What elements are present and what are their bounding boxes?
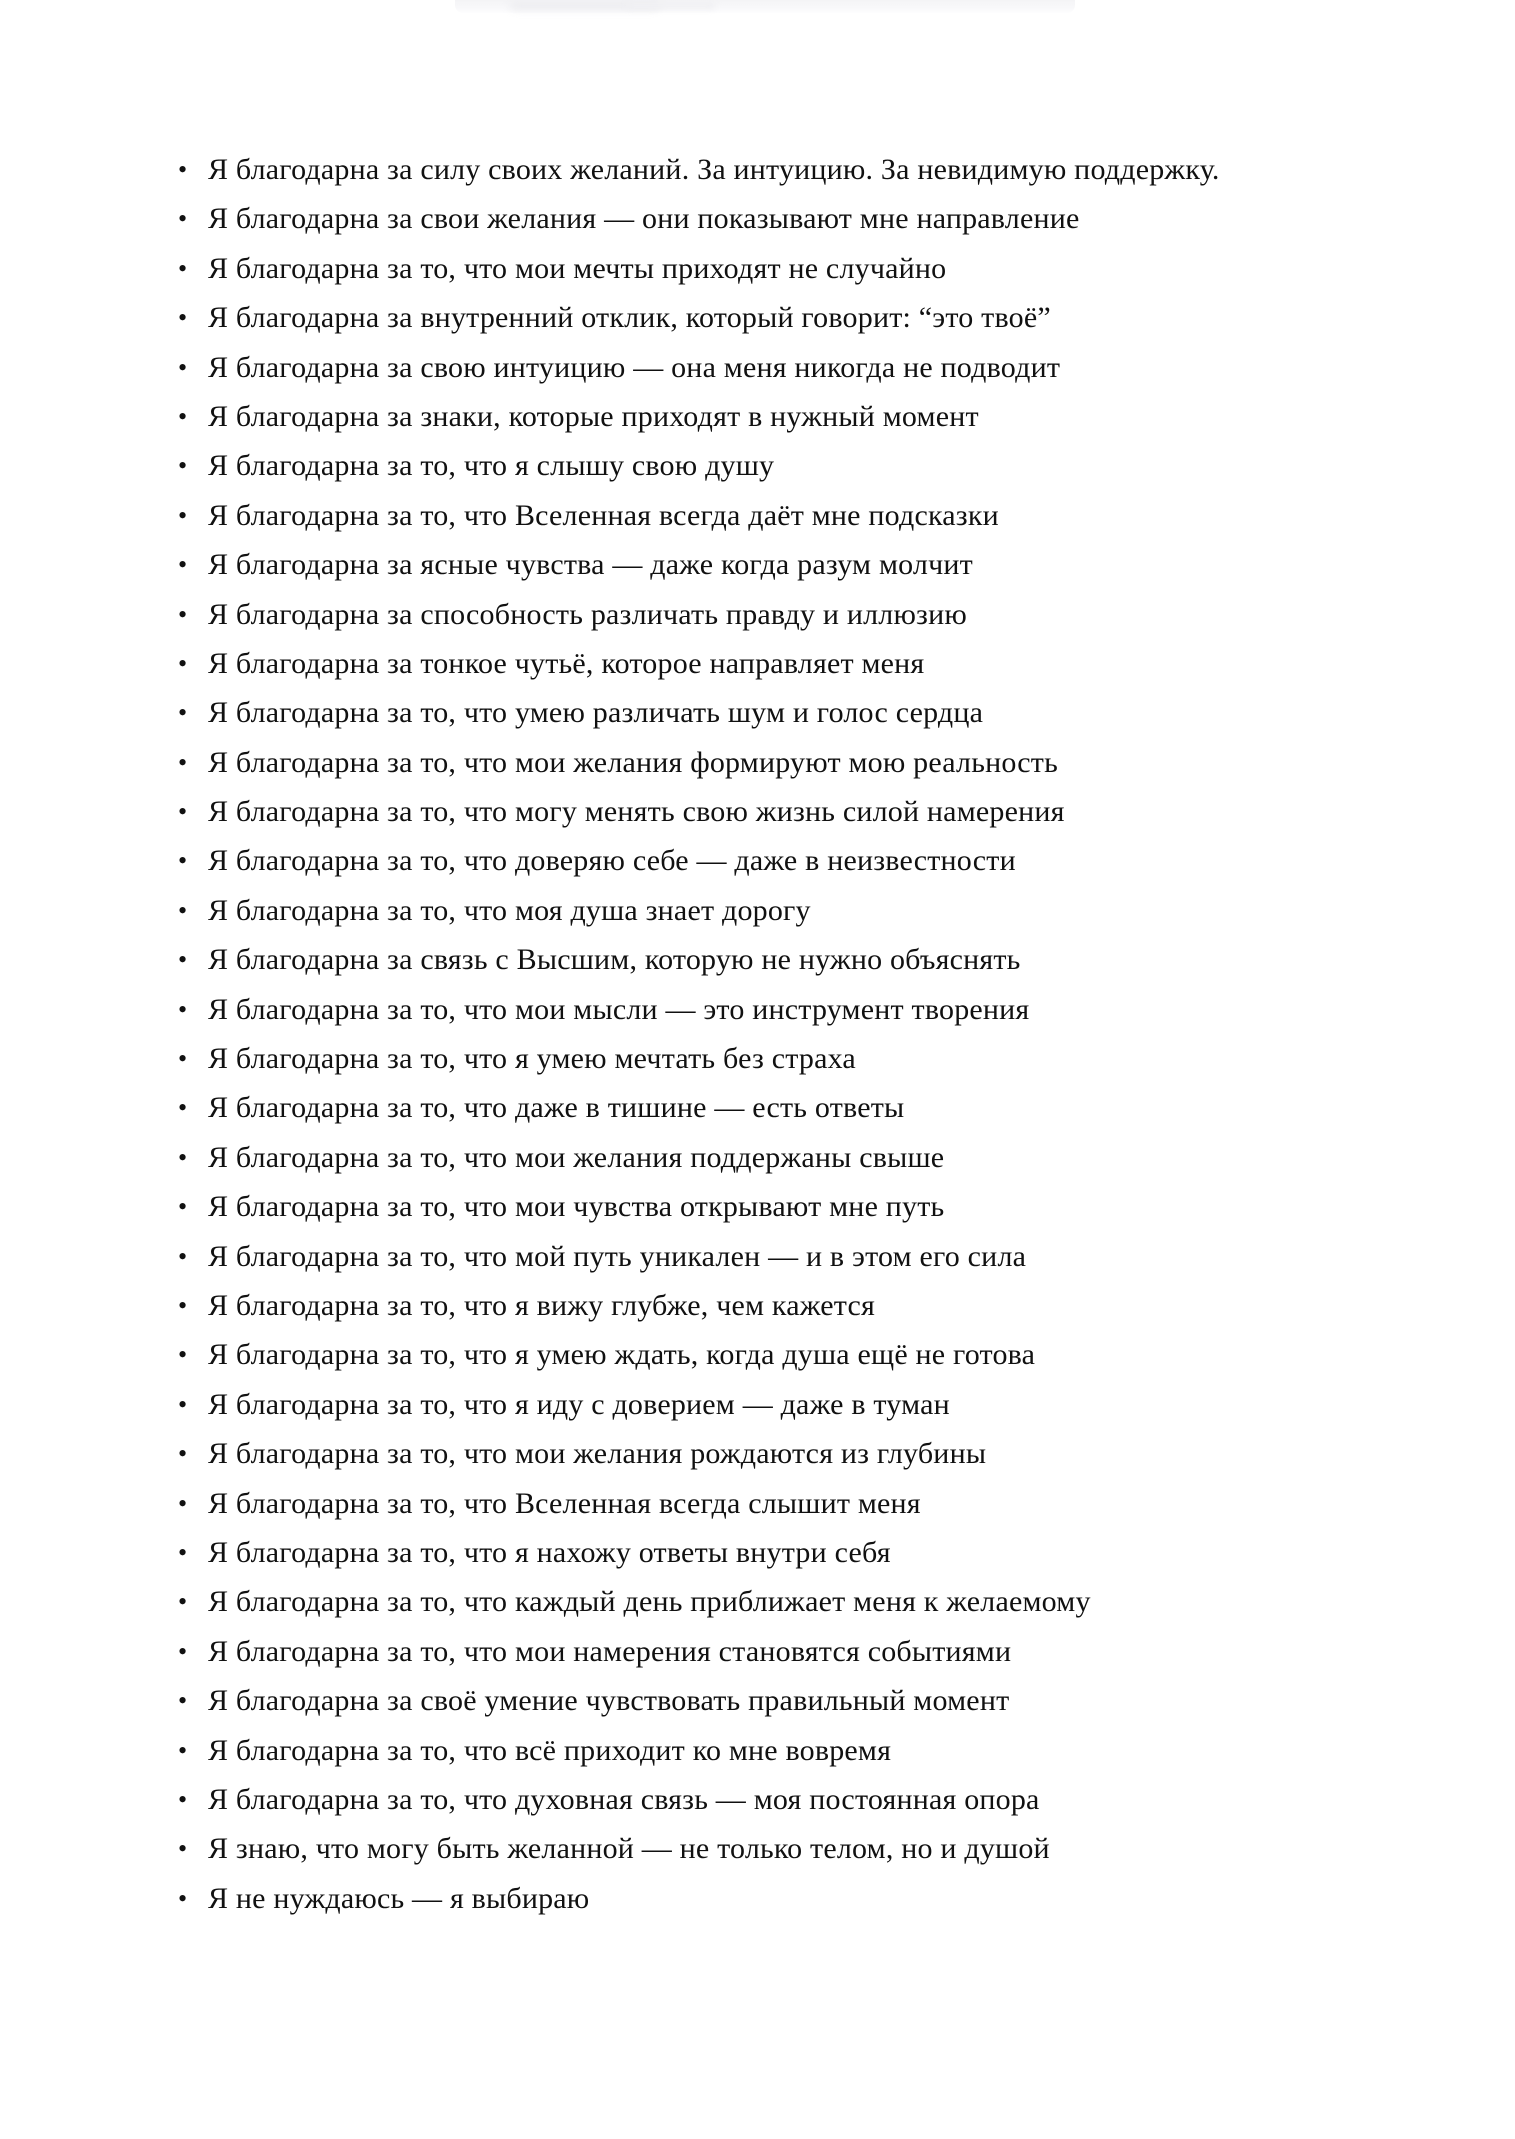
list-item-text: Я благодарна за тонкое чутьё, которое направляет меня (208, 646, 925, 680)
list-item-text: Я знаю, что могу быть желанной — не только телом, но и душой (208, 1832, 1050, 1866)
bullet-icon: • (178, 1093, 188, 1123)
list-item-text: Я благодарна за то, что я нахожу ответы внутри себя (208, 1535, 891, 1569)
bullet-icon: • (178, 945, 188, 975)
list-item (178, 1874, 1438, 1923)
list-item-text: Я благодарна за то, что мои желания формируют мою реальность (208, 745, 1058, 779)
list-item (178, 935, 1438, 984)
list-item (178, 1775, 1438, 1824)
list-item-text: Я благодарна за то, что духовная связь — моя постоянная опора (208, 1782, 1040, 1816)
list-item-text: Я благодарна за то, что я умею мечтать без страха (208, 1042, 856, 1076)
bullet-icon: • (178, 1044, 188, 1074)
list-item (178, 1083, 1438, 1132)
bullet-icon: • (178, 1784, 188, 1814)
list-item (178, 1232, 1438, 1281)
smudge-blob (625, 2, 715, 9)
list-item-text: Я благодарна за то, что моя душа знает дорогу (208, 893, 811, 927)
bullet-icon: • (178, 155, 188, 184)
bullet-icon: • (178, 550, 188, 580)
list-item (178, 491, 1438, 540)
list-item (178, 1528, 1438, 1577)
bullet-icon: • (178, 1883, 188, 1913)
bullet-icon: • (178, 1735, 188, 1765)
bullet-icon: • (178, 1241, 188, 1271)
bullet-icon: • (178, 352, 188, 382)
list-item (178, 639, 1438, 688)
list-item-text: Я благодарна за то, что умею различать шум и голос сердца (208, 696, 984, 730)
list-item-text: Я благодарна за то, что я иду с доверием — даже в туман (208, 1387, 950, 1421)
bullet-icon: • (178, 994, 188, 1024)
bullet-icon: • (178, 1340, 188, 1370)
list-item (178, 1479, 1438, 1528)
list-item (178, 1676, 1438, 1725)
list-item-text: Я благодарна за то, что Вселенная всегда слышит меня (208, 1486, 921, 1520)
bullet-icon: • (178, 1834, 188, 1864)
list-item-text: Я благодарна за то, что мои мечты приходят не случайно (208, 251, 947, 285)
list-item (178, 1034, 1438, 1083)
list-item-text: Я благодарна за то, что я умею ждать, когда душа ещё не готова (208, 1338, 1036, 1372)
list-item (178, 787, 1438, 836)
list-item-text: Я благодарна за то, что могу менять свою жизнь силой намерения (208, 795, 1065, 829)
bullet-icon: • (178, 846, 188, 876)
list-item (178, 985, 1438, 1034)
bullet-icon: • (178, 451, 188, 481)
list-item (178, 1380, 1438, 1429)
list-item-text: Я благодарна за то, что мои намерения становятся событиями (208, 1634, 1012, 1668)
list-item (178, 145, 1438, 194)
bullet-icon: • (178, 599, 188, 629)
bullet-icon: • (178, 253, 188, 283)
list-item-text: Я благодарна за то, что Вселенная всегда даёт мне подсказки (208, 498, 999, 532)
list-item (178, 688, 1438, 737)
list-item (178, 441, 1438, 490)
gratitude-list (178, 145, 1438, 1923)
list-item (178, 293, 1438, 342)
list-item (178, 540, 1438, 589)
bullet-icon: • (178, 648, 188, 678)
blurred-header-artifact (455, 0, 1075, 13)
list-item-text: Я благодарна за свою интуицию — она меня никогда не подводит (208, 350, 1061, 384)
list-item-text: Я благодарна за то, что мои желания поддержаны свыше (208, 1140, 945, 1174)
list-item (178, 1429, 1438, 1478)
list-item (178, 1330, 1438, 1379)
list-item-text: Я благодарна за то, что мой путь уникален — и в этом его сила (208, 1239, 1027, 1273)
bullet-icon: • (178, 895, 188, 925)
list-item (178, 244, 1438, 293)
list-item (178, 1577, 1438, 1626)
list-item (178, 590, 1438, 639)
bullet-icon: • (178, 500, 188, 530)
list-item-text: Я благодарна за то, что мои мысли — это инструмент творения (208, 992, 1030, 1026)
list-item-text: Я благодарна за способность различать правду и иллюзию (208, 597, 967, 631)
bullet-icon: • (178, 797, 188, 827)
bullet-icon: • (178, 1537, 188, 1567)
bullet-icon: • (178, 747, 188, 777)
list-item-text: Я благодарна за силу своих желаний. За интуицию. За невидимую поддержку. (208, 153, 1220, 186)
list-item (178, 343, 1438, 392)
bullet-icon: • (178, 1439, 188, 1469)
list-item (178, 1133, 1438, 1182)
bullet-icon: • (178, 401, 188, 431)
list-item (178, 1627, 1438, 1676)
bullet-icon: • (178, 1290, 188, 1320)
list-item-text: Я благодарна за то, что я вижу глубже, чем кажется (208, 1288, 875, 1322)
list-item-text: Я не нуждаюсь — я выбираю (208, 1881, 590, 1915)
bullet-icon: • (178, 1636, 188, 1666)
bullet-icon: • (178, 303, 188, 333)
bullet-icon: • (178, 1142, 188, 1172)
list-item-text: Я благодарна за то, что мои чувства открывают мне путь (208, 1190, 945, 1224)
bullet-icon: • (178, 698, 188, 728)
bullet-icon: • (178, 1192, 188, 1222)
list-item-text: Я благодарна за то, что доверяю себе — даже в неизвестности (208, 844, 1016, 878)
bullet-icon: • (178, 1488, 188, 1518)
bullet-icon: • (178, 1389, 188, 1419)
list-item (178, 1281, 1438, 1330)
list-item-text: Я благодарна за то, что каждый день приближает меня к желаемому (208, 1585, 1091, 1619)
list-item (178, 836, 1438, 885)
list-item-text: Я благодарна за то, что даже в тишине — есть ответы (208, 1091, 905, 1125)
list-item-text: Я благодарна за знаки, которые приходят в нужный момент (208, 399, 979, 433)
bullet-icon: • (178, 1686, 188, 1716)
list-item-text: Я благодарна за внутренний отклик, который говорит: “это твоё” (208, 301, 1051, 335)
list-item-text: Я благодарна за то, что мои желания рождаются из глубины (208, 1437, 987, 1471)
list-item (178, 886, 1438, 935)
list-item (178, 392, 1438, 441)
bullet-icon: • (178, 204, 188, 234)
list-item-text: Я благодарна за связь с Высшим, которую не нужно объяснять (208, 943, 1021, 977)
list-item (178, 738, 1438, 787)
list-item-text: Я благодарна за то, что всё приходит ко мне вовремя (208, 1733, 892, 1767)
list-item-text: Я благодарна за своё умение чувствовать правильный момент (208, 1684, 1010, 1718)
bullet-icon: • (178, 1587, 188, 1617)
list-item-text: Я благодарна за то, что я слышу свою душу (208, 449, 775, 483)
list-item (178, 1182, 1438, 1231)
list-item (178, 1824, 1438, 1873)
list-item (178, 1726, 1438, 1775)
list-item-text: Я благодарна за ясные чувства — даже когда разум молчит (208, 548, 973, 582)
list-item (178, 194, 1438, 243)
list-item-text: Я благодарна за свои желания — они показывают мне направление (208, 202, 1080, 236)
